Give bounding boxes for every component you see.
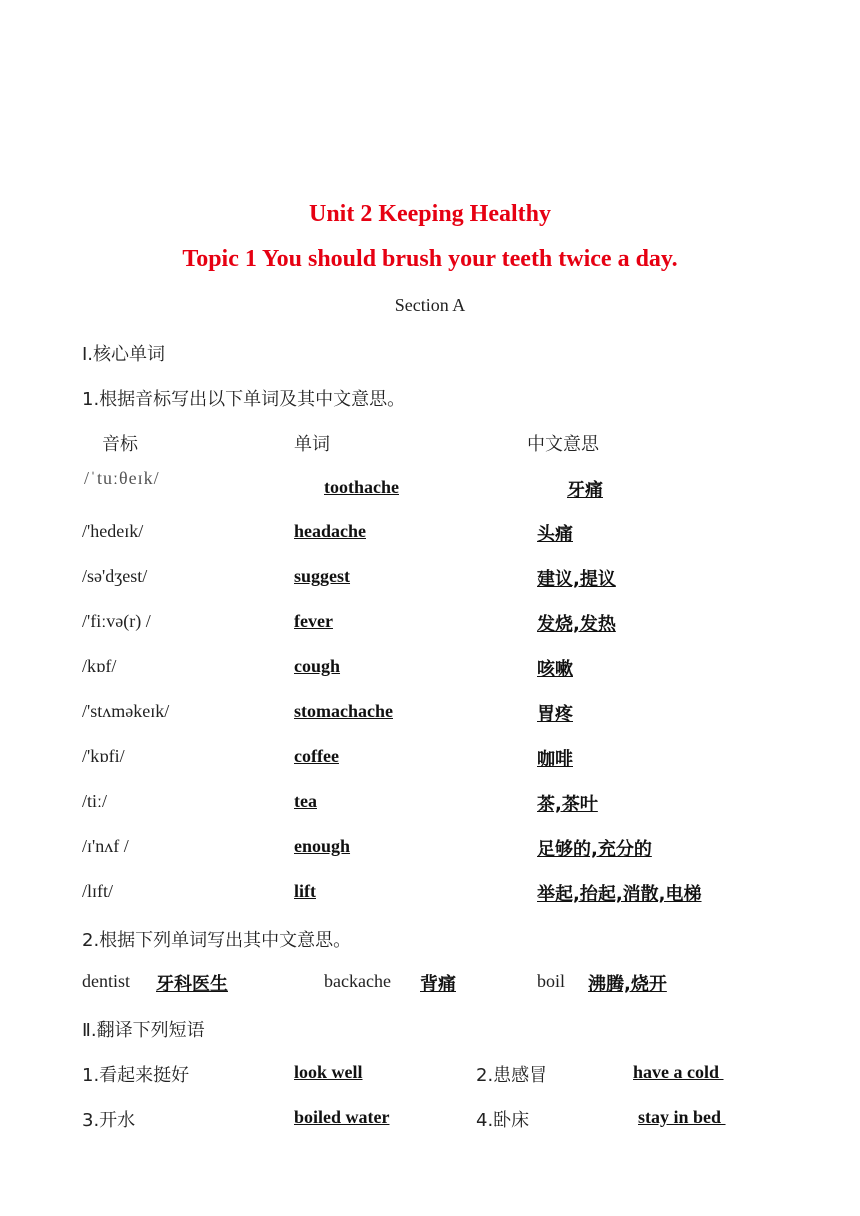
phonetic-cell: /'kɒfi/ [82,746,125,766]
word-answer: headache [294,521,366,541]
phrase-prompt: 4.卧床 [476,1110,530,1131]
section-label: Section A [394,295,466,315]
phonetic-cell: /ˈtuːθeɪk/ [84,468,160,488]
phonetic-cell: /tiː/ [82,791,108,811]
unit-title: Unit 2 Keeping Healthy [308,201,551,227]
part1-heading: Ⅰ.核心单词 [82,344,166,365]
word-answer: toothache [324,477,399,497]
phrase-answer: look well [294,1062,363,1082]
phonetic-cell: /lɪft/ [82,881,113,901]
phrase-answer: boiled water [294,1107,390,1127]
phonetic-cell: /kɒf/ [82,656,117,676]
q2-word: dentist [82,971,130,991]
part2-heading: Ⅱ.翻译下列短语 [82,1020,205,1041]
meaning-answer: 建议,提议 [537,569,616,590]
phrase-prompt: 1.看起来挺好 [82,1065,190,1086]
phrase-answer: stay in bed [638,1107,726,1127]
word-answer: coffee [294,746,339,766]
meaning-answer: 茶,茶叶 [537,794,598,815]
topic-title: Topic 1 You should brush your teeth twice a day. [182,246,678,272]
q2-answer: 背痛 [420,974,456,995]
meaning-answer: 头痛 [537,524,573,545]
phonetic-cell: /'stʌməkeɪk/ [82,701,170,721]
q2-instruction: 2.根据下列单词写出其中文意思。 [82,930,352,951]
word-answer: cough [294,656,341,676]
phrase-answer: have a cold [633,1062,724,1082]
header-word: 单词 [294,434,330,455]
meaning-answer: 牙痛 [567,480,603,501]
phrase-prompt: 2.患感冒 [476,1065,548,1086]
word-answer: suggest [294,566,351,586]
q2-answer: 牙科医生 [156,974,228,995]
word-answer: fever [294,611,333,631]
q2-word: boil [537,971,566,991]
meaning-answer: 咖啡 [537,749,573,770]
meaning-answer: 举起,抬起,消散,电梯 [537,884,702,905]
word-answer: stomachache [294,701,393,721]
word-answer: tea [294,791,317,811]
phrase-prompt: 3.开水 [82,1110,136,1131]
word-answer: enough [294,836,351,856]
q2-word: backache [324,971,391,991]
meaning-answer: 咳嗽 [537,659,573,680]
meaning-answer: 足够的,充分的 [537,839,652,860]
header-phonetic: 音标 [102,434,138,455]
meaning-answer: 发烧,发热 [537,614,616,635]
q2-answer: 沸腾,烧开 [588,974,667,995]
phonetic-cell: /sə'dʒest/ [82,566,148,586]
phonetic-cell: /'hedeɪk/ [82,521,144,541]
header-meaning: 中文意思 [527,434,599,455]
phonetic-cell: /'fiːvə(r) / [82,611,151,631]
meaning-answer: 胃疼 [537,704,573,725]
q1-instruction: 1.根据音标写出以下单词及其中文意思。 [82,389,406,410]
word-answer: lift [294,881,316,901]
phonetic-cell: /ɪ'nʌf / [82,836,129,856]
